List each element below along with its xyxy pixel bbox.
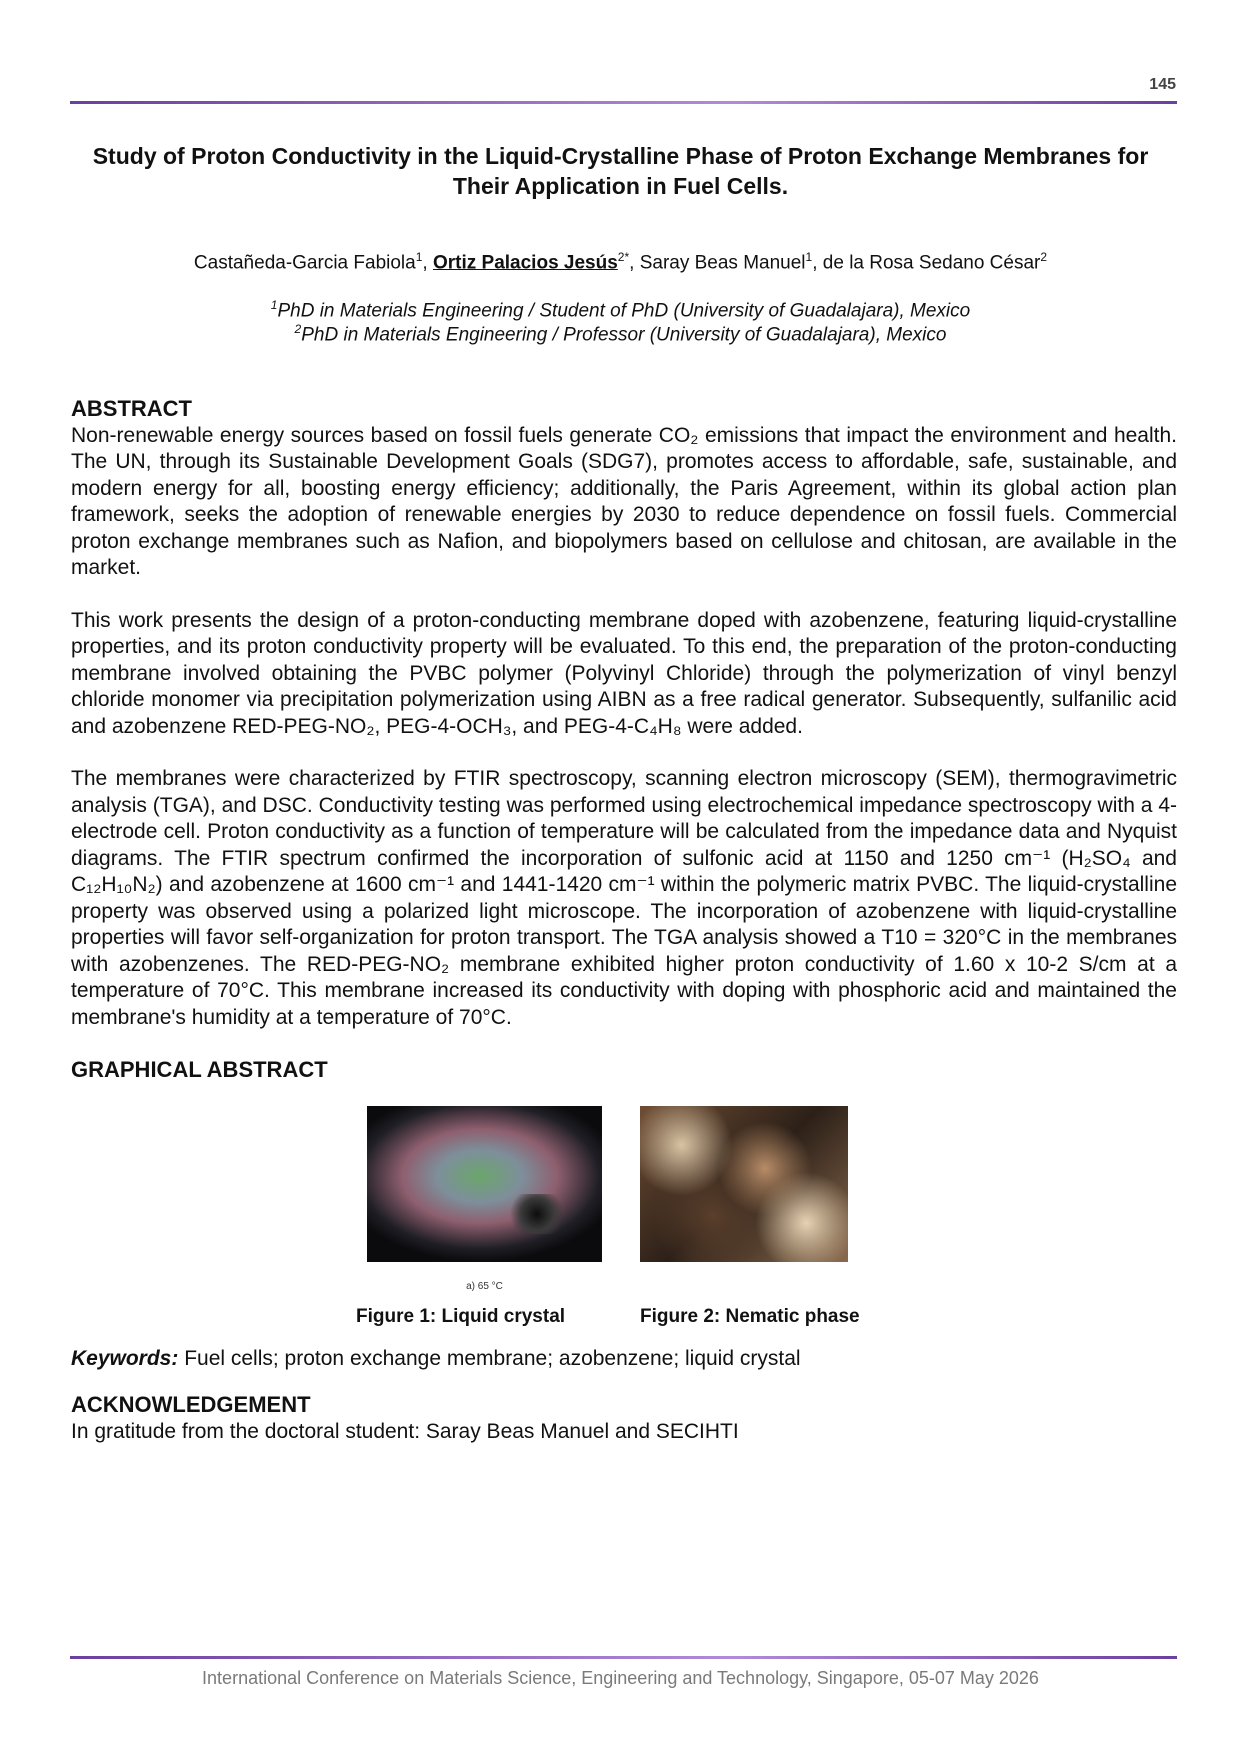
acknowledgement-heading: ACKNOWLEDGEMENT <box>71 1392 311 1417</box>
author-affiliation-mark: 1 <box>805 250 813 264</box>
paragraph-gap <box>71 582 1177 608</box>
header-rule <box>70 101 1177 104</box>
keywords-text: Fuel cells; proton exchange membrane; azobenzene; liquid crystal <box>178 1346 801 1370</box>
figure-2 <box>640 1106 848 1262</box>
paper-title: Study of Proton Conductivity in the Liquid-Crystalline Phase of Proton Exchange Membranes for Their Application in Fuel Cells. <box>92 143 1149 199</box>
footer-rule <box>70 1656 1177 1659</box>
author-separator: , <box>422 252 433 274</box>
author-separator: , <box>812 252 823 274</box>
acknowledgement-text: In gratitude from the doctoral student: Saray Beas Manuel and SECIHTI <box>71 1419 739 1443</box>
author-affiliation-mark: 2* <box>617 250 630 264</box>
affiliation-text: PhD in Materials Engineering / Professor (University of Guadalajara), Mexico <box>301 324 947 346</box>
figure-1 <box>367 1106 602 1301</box>
author-list <box>60 250 1181 274</box>
graphical-abstract-heading: GRAPHICAL ABSTRACT <box>71 1057 328 1082</box>
abstract-paragraph-3: The membranes were characterized by FTIR spectroscopy, scanning electron microscopy (SEM), thermogravimetric analysis (TGA), and DSC. Conductivity testing was performed using electrochemical impedance spectroscopy with a 4-electrode cell. Proton conductivity as a function of temperature will be calculated from the impedance data and Nyquist diagrams. The FTIR spectrum confirmed the incorporation of sulfonic acid at 1150 and 1250 cm⁻¹ (H₂SO₄ and C₁₂H₁₀N₂) and azobenzene at 1600 cm⁻¹ and 1441-1420 cm⁻¹ within the polymeric matrix PVBC. The liquid-crystalline property was observed using a polarized light microscope. The incorporation of azobenzene with liquid-crystalline properties will favor self-organization for proton transport. The TGA analysis showed a T10 = 320°C in the membranes with azobenzenes. The RED-PEG-NO₂ membrane exhibited higher proton conductivity of 1.60 x 10-2 S/cm at a temperature of 70°C. This membrane increased its conductivity with doping with phosphoric acid and maintained the membrane's humidity at a temperature of 70°C. <box>71 767 1177 1029</box>
figure-1-sublabel: a) 65 °C <box>466 1280 503 1292</box>
abstract-paragraph-2: This work presents the design of a proton-conducting membrane doped with azobenzene, featuring liquid-crystalline properties, and its proton conductivity property will be evaluated. To this end, the preparation of the proton-conducting membrane involved obtaining the PVBC polymer (Polyvinyl Chloride) through the polymerization of vinyl benzyl chloride monomer via precipitation polymerization using AIBN as a free radical generator. Subsequently, sulfanilic acid and azobenzene RED-PEG-NO₂, PEG-4-OCH₃, and PEG-4-C₄H₈ were added. <box>71 608 1177 738</box>
figure-2-caption: Figure 2: Nematic phase <box>640 1305 860 1327</box>
paragraph-gap <box>71 740 1177 766</box>
keywords-label: Keywords: <box>71 1346 179 1370</box>
author-name: Saray Beas Manuel <box>639 252 806 274</box>
nematic-phase-micrograph <box>640 1106 848 1262</box>
page-number: 145 <box>1149 76 1176 93</box>
affiliation-1 <box>60 298 1181 322</box>
main-content <box>71 396 1177 1445</box>
affiliation-mark: 1 <box>270 298 278 312</box>
figure-1-caption: Figure 1: Liquid crystal <box>356 1305 566 1327</box>
conference-footer: International Conference on Materials Science, Engineering and Technology, Singapore, 05-07 May 2026 <box>202 1668 1039 1688</box>
liquid-crystal-micrograph <box>367 1106 602 1262</box>
author-affiliation-mark: 2 <box>1040 250 1048 264</box>
figure-row <box>71 1106 1177 1346</box>
paragraph-gap <box>71 1031 1177 1057</box>
author-affiliation-mark: 1 <box>415 250 423 264</box>
abstract-paragraph-1: Non-renewable energy sources based on fossil fuels generate CO₂ emissions that impact the environment and health. The UN, through its Sustainable Development Goals (SDG7), promotes access to affordable, safe, sustainable, and modern energy for all, boosting energy efficiency; additionally, the Paris Agreement, within its global action plan framework, seeks the adoption of renewable energies by 2030 to reduce dependence on fossil fuels. Commercial proton exchange membranes such as Nafion, and biopolymers based on cellulose and chitosan, are available in the market. <box>71 423 1177 579</box>
author-separator: , <box>629 252 640 274</box>
author-name: de la Rosa Sedano César <box>822 252 1041 274</box>
abstract-heading: ABSTRACT <box>71 396 192 421</box>
keywords <box>71 1346 1177 1373</box>
affiliation-text: PhD in Materials Engineering / Student of PhD (University of Guadalajara), Mexico <box>277 300 971 322</box>
affiliation-mark: 2 <box>294 322 302 336</box>
presenting-author-name: Ortiz Palacios Jesús <box>432 252 618 274</box>
affiliation-2 <box>60 322 1181 346</box>
author-name: Castañeda-Garcia Fabiola <box>193 252 416 274</box>
paragraph-gap <box>71 1372 1177 1392</box>
